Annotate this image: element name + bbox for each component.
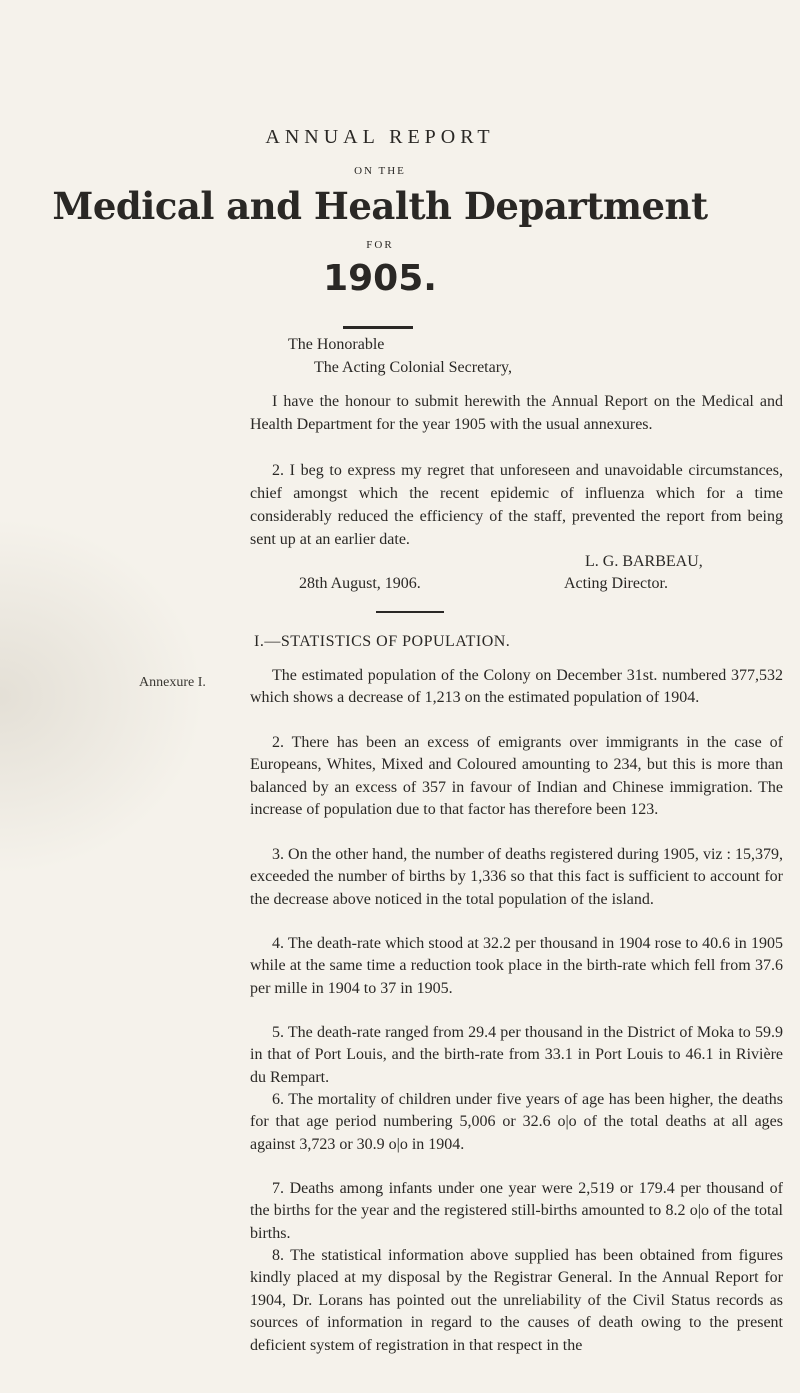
signer-title: Acting Director. bbox=[564, 575, 668, 592]
body-paragraph: 7. Deaths among infants under one year were 2,519 or 179.4 per thousand of the births for the year and the registered still-births amounted to 8.2 o|o of the total births. bbox=[250, 1180, 783, 1242]
body-paragraph: 6. The mortality of children under five years of age has been higher, the deaths for that age period numbering 5,006 or 32.6 o|o of the total deaths at all ages against 3,723 or 30.9 o|o in 1904. bbox=[250, 1091, 783, 1153]
salutation-line-1: The Honorable bbox=[288, 336, 385, 353]
body-paragraph: 2. There has been an excess of emigrants over immigrants in the case of Europeans, Whites, Mixed and Coloured amounting to 234, but this is more than balanced by an excess of 357 in favour of Indian and Chinese immigration. The increase of population due to that factor has therefore been 123. bbox=[250, 734, 783, 819]
report-title-on-the: ON THE bbox=[354, 165, 406, 177]
report-title-for: FOR bbox=[366, 239, 394, 251]
signer-name: L. G. BARBEAU, bbox=[585, 553, 703, 570]
section-divider bbox=[376, 611, 444, 613]
body-paragraph: The estimated population of the Colony on December 31st. numbered 377,532 which shows a decrease of 1,213 on the estimated population of 1904. bbox=[250, 667, 783, 707]
body-paragraph: 4. The death-rate which stood at 32.2 per thousand in 1904 rose to 40.6 in 1905 while at the same time a reduction took place in the birth-rate which fell from 37.6 per mille in 1904 to 37 in 1905. bbox=[250, 935, 783, 997]
salutation-line-2: The Acting Colonial Secretary, bbox=[314, 359, 513, 376]
report-title-department: Medical and Health Department bbox=[52, 184, 708, 228]
title-divider bbox=[343, 326, 413, 329]
letter-date: 28th August, 1906. bbox=[299, 575, 421, 592]
body-paragraph: 3. On the other hand, the number of deaths registered during 1905, viz : 15,379, exceeded the number of births by 1,336 so that this fact is sufficient to account for the decrease above noticed in the total population of the island. bbox=[250, 846, 783, 908]
margin-note-annexure: Annexure I. bbox=[139, 675, 206, 690]
report-title-annual: ANNUAL REPORT bbox=[265, 126, 495, 148]
body-paragraph: 8. The statistical information above supplied has been obtained from figures kindly placed at my disposal by the Registrar General. In the Annual Report for 1904, Dr. Lorans has pointed out the unreliability of the Civil Status records as sources of information in regard to the causes of death owing to the present deficient system of registration in that respect in the bbox=[250, 1247, 783, 1354]
report-year: 1905. bbox=[323, 258, 437, 299]
letter-paragraph-1: I have the honour to submit herewith the Annual Report on the Medical and Health Department for the year 1905 with the usual annexures. bbox=[250, 393, 783, 433]
body-paragraph: 5. The death-rate ranged from 29.4 per thousand in the District of Moka to 59.9 in that of Port Louis, and the birth-rate from 33.1 in Port Louis to 46.1 in Rivière du Rempart. bbox=[250, 1024, 783, 1086]
section-heading: I.—STATISTICS OF POPULATION. bbox=[254, 633, 511, 650]
letter-paragraph-2: 2. I beg to express my regret that unforeseen and unavoidable circumstances, chief amongst which the recent epidemic of influenza which for a time considerably reduced the efficiency of the staff, prevented the report from being sent up at an earlier date. bbox=[250, 462, 783, 548]
